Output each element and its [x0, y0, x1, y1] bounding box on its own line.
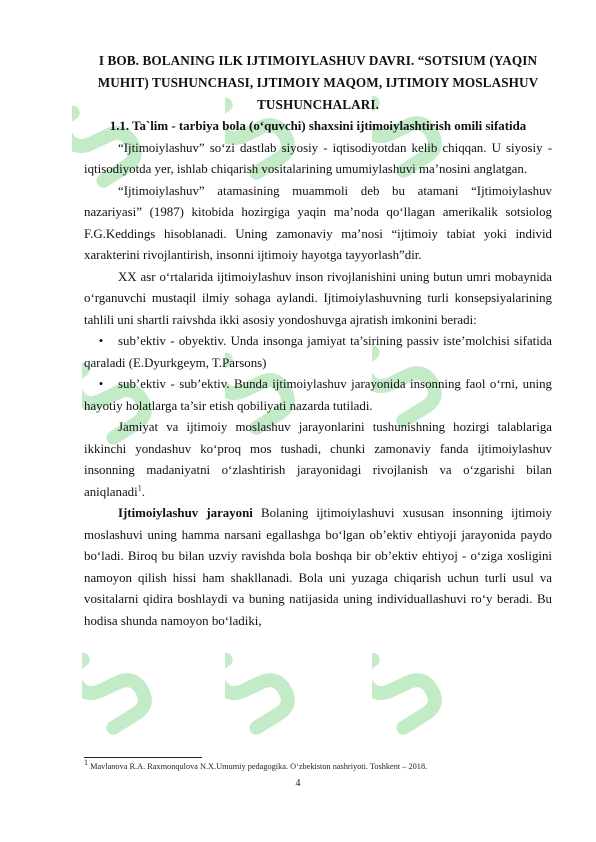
bold-term: Ijtimoiylashuv jarayoni: [118, 506, 253, 520]
paragraph: [84, 503, 552, 632]
paragraph: “Ijtimoiylashuv” so‘zi dastlab siyosiy - iqtisodiyotdan kelib chiqqan. U siyosiy - iqtisodiyotda yer, ishlab chiqarish vositalarining umumiylashuvi ma’nosini anglatgan.: [84, 140, 552, 176]
paragraph: “Ijtimoiylashuv” atamasining muammoli deb bu atamani “Ijtimoiylashuv nazariyasi” (1987) kitobida hozirgiga yaqin ma’noda qo‘llagan amerikalik sotsiolog F.G.Keddings hisoblanadi. Uning zamonaviy ma’nosi “ijtimoiy tabiat yoki individ xarakterini rivojlantirish, insonni ijtimoiy hayotga tayyorlash”dir.: [84, 183, 552, 262]
bullet-icon: •: [98, 377, 104, 391]
paragraph-text: Bolaning ijtimoiylashuvi xususan insonning ijtimoiy moslashuvi uning hamma narsani egallashga bo‘lgan ob’ektiv ehtiyoji jarayonida paydo bo‘ladi. Biroq bu bilan uzviy ravishda bola boshqa bir ob’ektiv ehtiyoj - o‘ziga xosligini namoyon qilish hissi ham shakllanadi. Bola uni yuzaga chiqarish uchun turli usul va vositalarni qidira boshlaydi va buning natijasida uning individuallashuvi ro‘y beradi. Bu hodisa shunda namoyon bo‘ladiki,: [84, 506, 552, 628]
bullet-item: [84, 331, 552, 374]
section-title: 1.1. Ta`lim - tarbiya bola (o‘quvchi) shaxsini ijtimoiylashtirish omili sifatida: [109, 119, 527, 133]
footnote-divider: [84, 757, 202, 758]
paragraph: [84, 417, 552, 503]
footnote: [84, 758, 552, 772]
watermark-logo: [225, 625, 305, 775]
watermark-logo: [372, 625, 452, 775]
paragraph-text: Jamiyat va ijtimoiy moslashuv jarayonlarini tushunishning hozirgi talablariga ikkinchi yondashuv ko‘proq mos tushadi, chunki zamonaviy fanda ijtimoiylashuv insonning madaniyatni o‘zlashtirish jarayonidagi rivojlanish va o‘zgarishi bilan aniqlanadi: [84, 420, 552, 499]
footnote-number: 1: [84, 758, 88, 768]
page-number: 4: [295, 778, 301, 789]
bullet-item: [84, 374, 552, 417]
footnote-text: Mavlanova R.A. Raxmonqulova N.X.Umumiy pedagogika. O‘zbekiston nashriyoti. Toshkent – 2018.: [88, 762, 428, 771]
paragraph-text-end: .: [141, 484, 145, 499]
bullet-text: sub’ektiv - sub’ektiv. Bunda ijtimoiylashuv jarayonida insonning faol o‘rni, uning hayotiy holatlarga ta’sir etish qobiliyati nazarda tutiladi.: [84, 377, 552, 413]
bullet-text: sub’ektiv - obyektiv. Unda insonga jamiyat ta’sirining passiv iste’molchisi sifatida qaraladi (E.Dyurkgeym, T.Parsons): [84, 334, 552, 370]
chapter-title: I BOB. BOLANING ILK IJTIMOIYLASHUV DAVRI. “SOTSIUM (YAQIN MUHIT) TUSHUNCHASI, IJTIMOIY MAQOM, IJTIMOIY MOSLASHUV TUSHUNCHALARI.: [97, 53, 539, 112]
paragraph: XX asr o‘rtalarida ijtimoiylashuv inson rivojlanishini uning butun umri mobaynida o‘rganuvchi mustaqil ilmiy sohaga aylandi. Ijtimoiylashuvning turli konsepsiyalarining tahlili uni shartli raivshda ikki asosiy yondoshuvga ajratish imkonini beradi:: [84, 269, 552, 327]
document-body: [84, 50, 552, 632]
footnote-ref[interactable]: 1: [137, 483, 142, 493]
bullet-icon: •: [98, 334, 104, 348]
watermark-logo: [82, 625, 162, 775]
